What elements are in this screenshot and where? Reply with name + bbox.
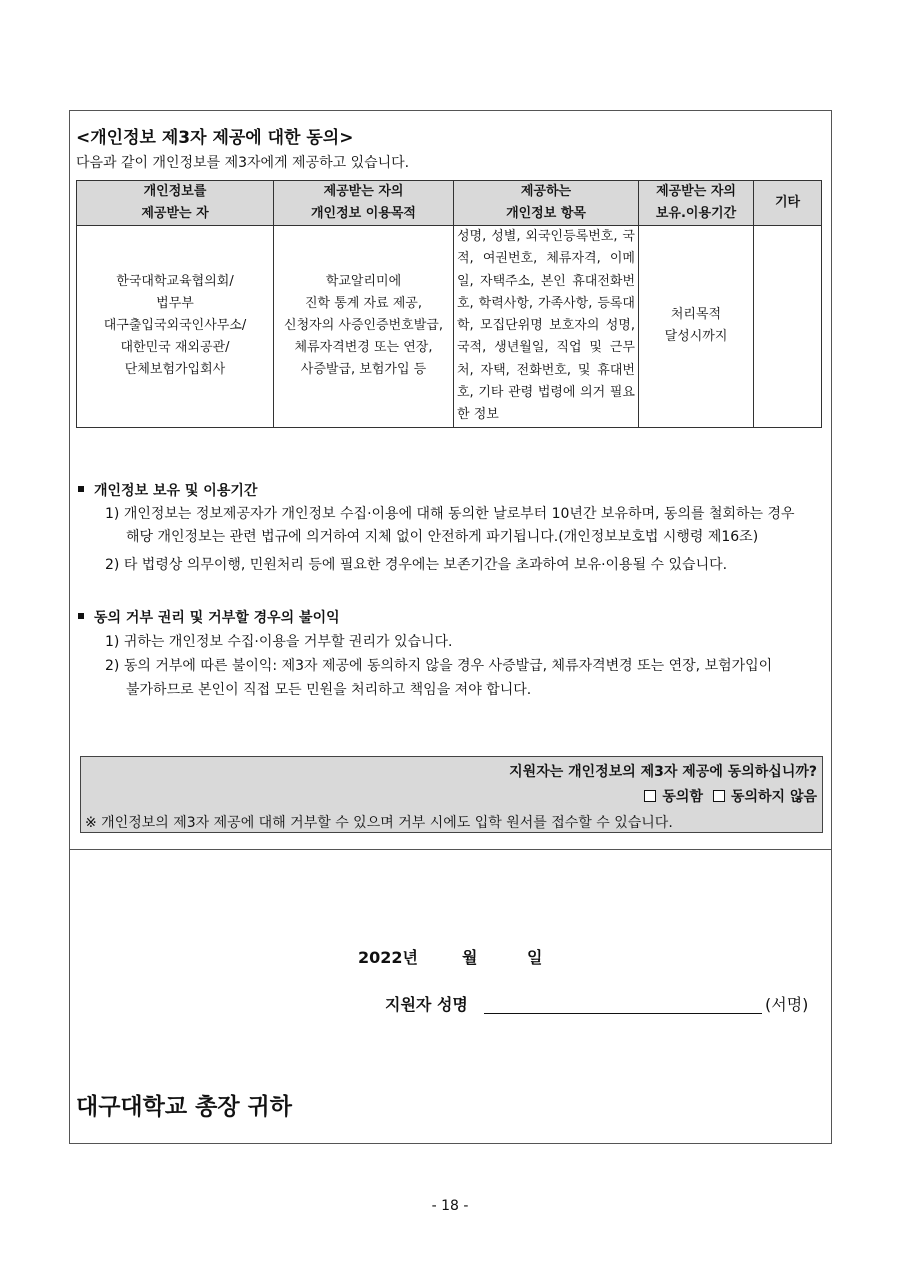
square-bullet-icon xyxy=(78,486,84,492)
form-frame xyxy=(69,110,832,1144)
consent-box xyxy=(80,756,823,833)
cell-purpose: 학교알리미에 진학 통계 자료 제공, 신청자의 사증인증번호발급, 체류자격변경 또는 연장, 사증발급, 보험가입 등 xyxy=(274,226,454,428)
header-items: 제공하는 개인정보 항목 xyxy=(454,181,639,226)
cell-items: 성명, 성별, 외국인등록번호, 국적, 여권번호, 체류자격, 이메일, 자택주소, 본인 휴대전화번호, 학력사항, 가족사항, 등록대학, 모집단위명 보호자의 성명, 국적, 생년월일, 직업 및 근무처, 자택, 전화번호, 및 휴대번호, 기타 관령 법령에 의거 필요한 정보 xyxy=(454,226,639,428)
applicant-name-label: 지원자 성명 xyxy=(385,995,468,1014)
cell-etc xyxy=(754,226,822,428)
header-etc: 기타 xyxy=(754,181,822,226)
checkbox-icon[interactable] xyxy=(713,790,725,802)
section-title: <개인정보 제3자 제공에 대한 동의> xyxy=(76,128,354,148)
header-recipient: 개인정보를 제공받는 자 xyxy=(77,181,274,226)
refusal-item-1: 1) 귀하는 개인정보 수집·이용을 거부할 권리가 있습니다. xyxy=(105,634,453,650)
retention-item-1-cont: 해당 개인정보는 관련 법규에 의거하여 지체 없이 안전하게 파기됩니다.(개인정보보호법 시행령 제16조) xyxy=(126,529,759,545)
refusal-item-2-cont: 불가하므로 본인이 직접 모든 민원을 처리하고 책임을 져야 합니다. xyxy=(126,682,532,698)
retention-item-2: 2) 타 법령상 의무이행, 민원처리 등에 필요한 경우에는 보존기간을 초과하여 보유·이용될 수 있습니다. xyxy=(105,557,728,573)
disagree-option[interactable]: 동의하지 않음 xyxy=(713,789,817,805)
header-purpose: 제공받는 자의 개인정보 이용목적 xyxy=(274,181,454,226)
refusal-item-2: 2) 동의 거부에 따른 불이익: 제3자 제공에 동의하지 않을 경우 사증발급, 체류자격변경 또는 연장, 보험가입이 xyxy=(105,658,773,674)
page-number: - 18 - xyxy=(431,1198,469,1214)
consent-options xyxy=(644,786,817,806)
third-party-table xyxy=(76,180,822,428)
square-bullet-icon xyxy=(78,613,84,619)
signature-line[interactable] xyxy=(484,1013,762,1014)
retention-item-1: 1) 개인정보는 정보제공자가 개인정보 수집·이용에 대해 동의한 날로부터 10년간 보유하며, 동의를 철회하는 경우 xyxy=(105,506,795,522)
consent-question: 지원자는 개인정보의 제3자 제공에 동의하십니까? xyxy=(509,764,817,780)
section-intro: 다음과 같이 개인정보를 제3자에게 제공하고 있습니다. xyxy=(76,155,410,171)
checkbox-icon[interactable] xyxy=(644,790,656,802)
table-row xyxy=(77,226,822,428)
signature-mark: (서명) xyxy=(765,995,809,1014)
retention-heading: 개인정보 보유 및 이용기간 xyxy=(78,480,257,500)
addressee: 대구대학교 총장 귀하 xyxy=(76,1094,292,1120)
header-period: 제공받는 자의 보유.이용기간 xyxy=(639,181,754,226)
date-month: 월 xyxy=(462,948,478,967)
consent-note: ※ 개인정보의 제3자 제공에 대해 거부할 수 있으며 거부 시에도 입학 원서를 접수할 수 있습니다. xyxy=(85,815,673,831)
cell-period: 처리목적 달성시까지 xyxy=(639,226,754,428)
table-header-row xyxy=(77,181,822,226)
date-year: 2022년 xyxy=(358,948,418,967)
refusal-heading: 동의 거부 권리 및 거부할 경우의 불이익 xyxy=(78,607,340,627)
section-divider xyxy=(70,849,831,850)
date-day: 일 xyxy=(527,948,543,967)
agree-option[interactable]: 동의함 xyxy=(644,789,703,805)
cell-recipients: 한국대학교육협의회/ 법무부 대구출입국외국인사무소/ 대한민국 재외공관/ 단체보험가입회사 xyxy=(77,226,274,428)
